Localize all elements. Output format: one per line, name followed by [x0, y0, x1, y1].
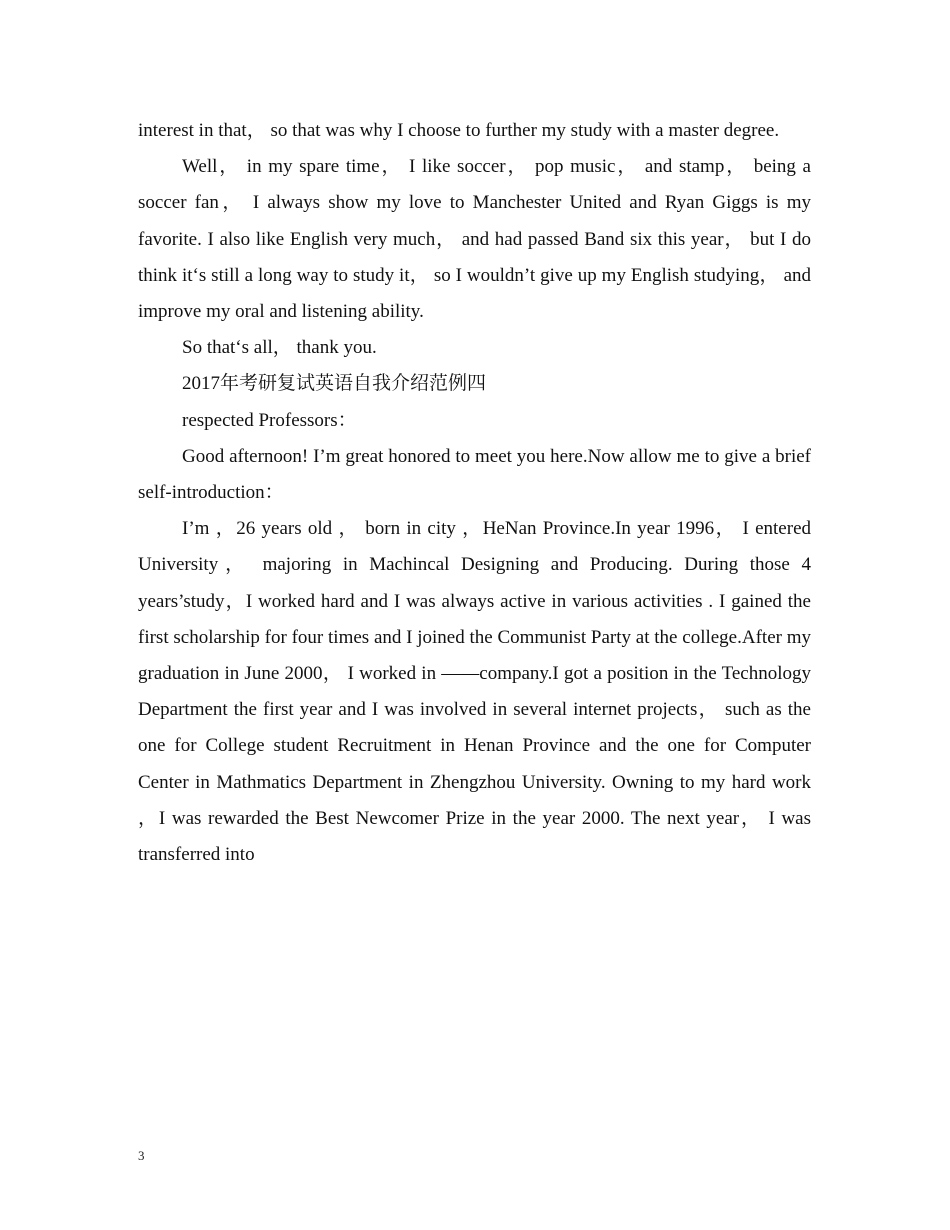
salutation: respected Professors： [182, 409, 357, 431]
paragraph-6: Good afternoon! I’m great honored to meet you here.Now allow me to give a brief self-introduction： [138, 445, 811, 504]
paragraph-2: Well， in my spare time， I like soccer， pop music， and stamp， being a soccer fan， I always show my love to Manchester United and Ryan Giggs is my favorite. I also like English very much， and had passed Band six this year， but I do think it‘s still a long way to study it， so I wouldn’t give up my English studying， and improve my oral and listening ability. [138, 156, 811, 323]
paragraph-7: I’m ，26 years old ， born in city ，HeNan Province.In year 1996， I entered University， majoring in Machincal Designing and Producing. During those 4 years’study，I worked hard and I was always active in various activities . I gained the first scholarship for four times and I joined the Communist Party at the college.After my graduation in June 2000， I worked in ——company.I got a position in the Technology Department the first year and I was involved in several internet projects， such as the one for College student Recruitment in Henan Province and the one for Computer Center in Mathmatics Department in Zhengzhou University. Owning to my hard work ，I was rewarded the Best Newcomer Prize in the year 2000. The next year， I was transferred into [138, 518, 811, 866]
paragraph-3: So that‘s all， thank you. [182, 337, 377, 359]
document-body [138, 113, 811, 873]
paragraph-1: interest in that， so that was why I choose to further my study with a master degree. [138, 120, 780, 141]
page-number: 3 [138, 1148, 145, 1163]
section-heading: 2017年考研复试英语自我介绍范例四 [182, 373, 487, 395]
